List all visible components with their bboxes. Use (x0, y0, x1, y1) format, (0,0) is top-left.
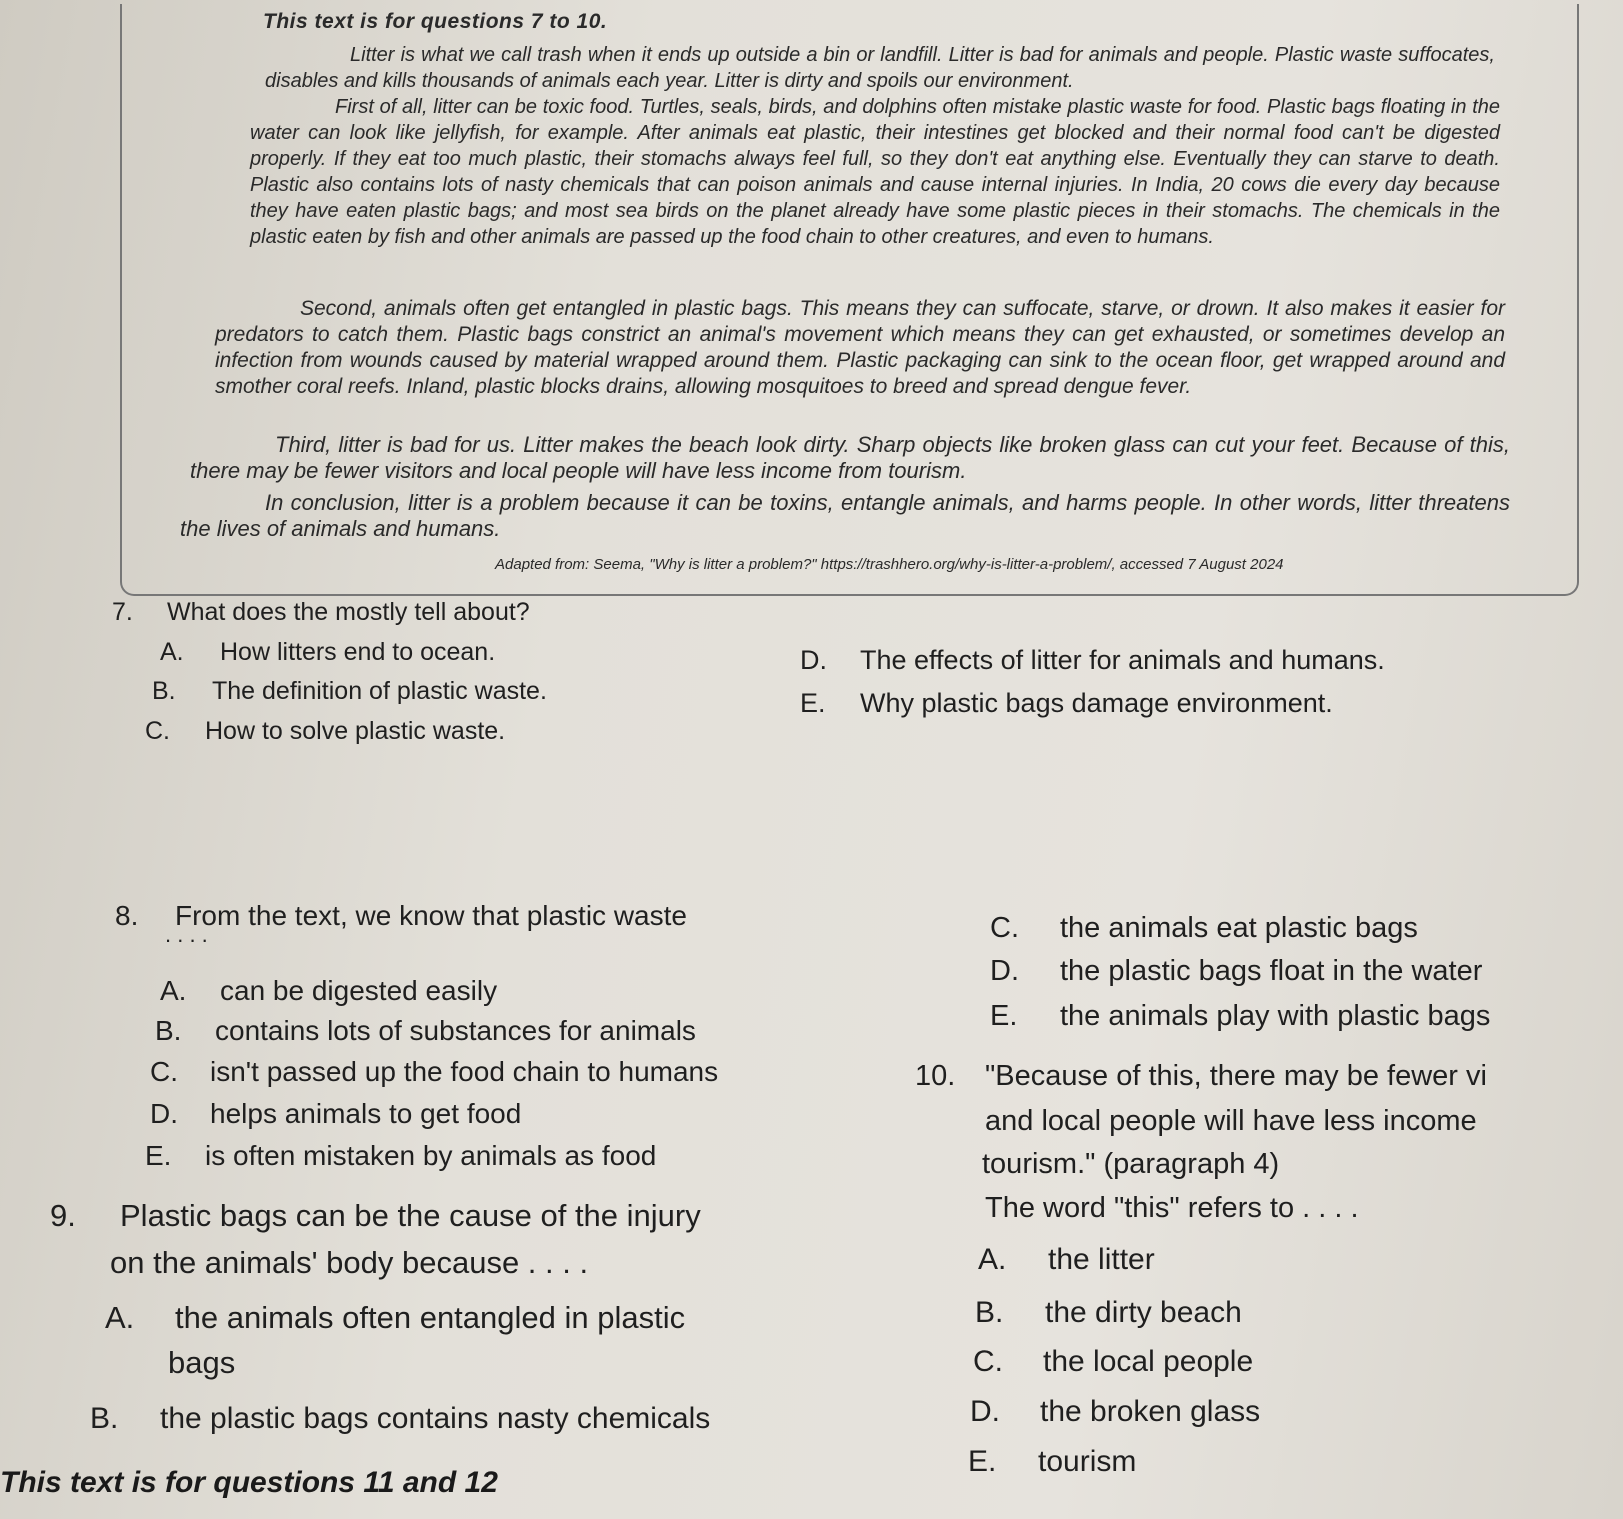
q8-option-d[interactable] (150, 1098, 521, 1130)
q7-option-b[interactable] (152, 677, 547, 706)
q8-option-e[interactable] (145, 1140, 656, 1172)
option-letter: C. (973, 1345, 1003, 1378)
q7-option-e[interactable] (800, 688, 1333, 719)
option-text: The definition of plastic waste. (212, 677, 547, 705)
option-text: How litters end to ocean. (220, 638, 496, 666)
option-text: contains lots of substances for animals (215, 1015, 696, 1046)
option-text: the plastic bags float in the water (1060, 955, 1483, 987)
paragraph-3 (215, 296, 1505, 400)
question-number: 7. (112, 598, 133, 626)
q7-option-d[interactable] (800, 645, 1385, 676)
option-letter: A. (978, 1243, 1007, 1276)
option-letter: D. (970, 1395, 1000, 1428)
option-text: helps animals to get food (210, 1098, 522, 1129)
option-letter: A. (160, 975, 187, 1006)
option-text: the dirty beach (1045, 1296, 1242, 1329)
q10-option-b[interactable] (975, 1296, 1242, 1330)
q8-option-a[interactable] (160, 975, 497, 1007)
paragraph-1-text: Litter is what we call trash when it ends up outside a bin or landfill. Litter is bad for animals and people. Plastic waste suffocates, disables and kills thousands of animals each year. Litter is dirty and spoils our environment. (265, 44, 1495, 92)
source-citation: Adapted from: Seema, "Why is litter a problem?" https://trashhero.org/why-is-litter-a-problem/, accessed 7 August 2024 (495, 556, 1284, 573)
option-letter: A. (105, 1300, 135, 1335)
option-text: tourism (1038, 1445, 1137, 1478)
option-letter: B. (90, 1402, 119, 1435)
q10-option-c[interactable] (973, 1345, 1253, 1379)
paragraph-1 (265, 42, 1495, 94)
option-text: The effects of litter for animals and humans. (860, 645, 1385, 675)
paragraph-4 (190, 432, 1510, 484)
option-letter: C. (150, 1056, 178, 1087)
section-header: This text is for questions 7 to 10. (263, 10, 608, 33)
option-letter: E. (968, 1445, 997, 1478)
q9-option-d[interactable] (990, 955, 1482, 988)
q9-option-a[interactable] (105, 1300, 685, 1336)
option-letter: B. (975, 1296, 1004, 1329)
paragraph-4-text: Third, litter is bad for us. Litter makes the beach look dirty. Sharp objects like broken glass can cut your feet. Because of this, there may be fewer visitors and local people will have less income from tourism. (190, 432, 1510, 483)
option-text: can be digested easily (220, 975, 498, 1006)
paragraph-2 (250, 94, 1500, 250)
option-text: isn't passed up the food chain to humans (210, 1056, 719, 1087)
option-letter: D. (990, 955, 1019, 987)
option-letter: E. (145, 1140, 172, 1171)
q9-option-e[interactable] (990, 1000, 1490, 1033)
next-section-header: This text is for questions 11 and 12 (0, 1466, 498, 1499)
paragraph-2-text: First of all, litter can be toxic food. Turtles, seals, birds, and dolphins often mistake plastic waste for food. Plastic bags floating in the water can look like jellyfish, for example. After animals eat plastic, their intestines get blocked and their normal food can't be digested properly. If they eat too much plastic, their stomachs always feel full, so they don't eat anything else. Eventually they can starve to death. Plastic also contains lots of nasty chemicals that can poison animals and cause internal injuries. In India, 20 cows die every day because they have eaten plastic bags; and most sea birds on the planet already have some plastic pieces in their stomachs. The chemicals in the plastic eaten by fish and other animals are passed up the food chain to other creatures, and even to humans. (250, 96, 1500, 248)
option-text: the litter (1048, 1243, 1155, 1276)
question-number: 10. (915, 1060, 956, 1092)
question-7 (112, 598, 530, 627)
option-text: the local people (1043, 1345, 1254, 1378)
q7-option-a[interactable] (160, 638, 495, 667)
option-letter: C. (990, 912, 1019, 944)
option-letter: D. (150, 1098, 178, 1129)
option-letter: C. (145, 717, 170, 745)
option-letter: A. (160, 638, 184, 666)
question-9 (50, 1198, 701, 1234)
q10-option-e[interactable] (968, 1445, 1136, 1479)
option-text: the animals play with plastic bags (1060, 1000, 1491, 1032)
question-10-line-2: and local people will have less income (985, 1105, 1477, 1137)
paragraph-5-text: In conclusion, litter is a problem because it can be toxins, entangle animals, and harms people. In other words, litter threatens the lives of animals and humans. (180, 490, 1510, 541)
option-text: the plastic bags contains nasty chemicals (160, 1402, 711, 1435)
q8-blank-dots: . . . . (165, 922, 208, 947)
option-letter: E. (800, 688, 826, 718)
question-text-line-1: Plastic bags can be the cause of the injury (120, 1198, 701, 1233)
question-number: 8. (115, 900, 139, 931)
option-letter: B. (155, 1015, 182, 1046)
question-text-line-1: "Because of this, there may be fewer vi (985, 1060, 1487, 1092)
option-text: is often mistaken by animals as food (205, 1140, 657, 1171)
question-text: What does the mostly tell about? (167, 598, 530, 626)
question-10-line-3: tourism." (paragraph 4) (982, 1148, 1280, 1180)
q9-option-a-line-2: bags (168, 1345, 236, 1380)
option-letter: B. (152, 677, 176, 705)
question-10-line-4: The word "this" refers to . . . . (985, 1192, 1359, 1224)
q7-option-c[interactable] (145, 717, 505, 746)
option-text: the animals eat plastic bags (1060, 912, 1418, 944)
option-text: the broken glass (1040, 1395, 1261, 1428)
option-text: Why plastic bags damage environment. (860, 688, 1333, 718)
option-text: the animals often entangled in plastic (175, 1300, 686, 1335)
question-10 (915, 1060, 1487, 1093)
paragraph-5 (180, 490, 1510, 542)
q10-option-a[interactable] (978, 1243, 1155, 1277)
question-number: 9. (50, 1198, 76, 1233)
option-letter: E. (990, 1000, 1018, 1032)
q8-option-c[interactable] (150, 1056, 718, 1088)
q9-option-b[interactable] (90, 1402, 710, 1436)
option-text: How to solve plastic waste. (205, 717, 506, 745)
question-text: From the text, we know that plastic waste (175, 900, 687, 931)
option-letter: D. (800, 645, 827, 675)
q10-option-d[interactable] (970, 1395, 1260, 1429)
q9-option-c[interactable] (990, 912, 1418, 945)
q8-option-b[interactable] (155, 1015, 696, 1047)
paragraph-3-text: Second, animals often get entangled in plastic bags. This means they can suffocate, starve, or drown. It also makes it easier for predators to catch them. Plastic bags constrict an animal's movement which means they can get exhausted, or sometimes develop an infection from wounds caused by material wrapped around them. Plastic packaging can sink to the ocean floor, get wrapped around and smother coral reefs. Inland, plastic blocks drains, allowing mosquitoes to breed and spread dengue fever. (215, 297, 1505, 398)
question-9-line-2: on the animals' body because . . . . (110, 1245, 589, 1280)
